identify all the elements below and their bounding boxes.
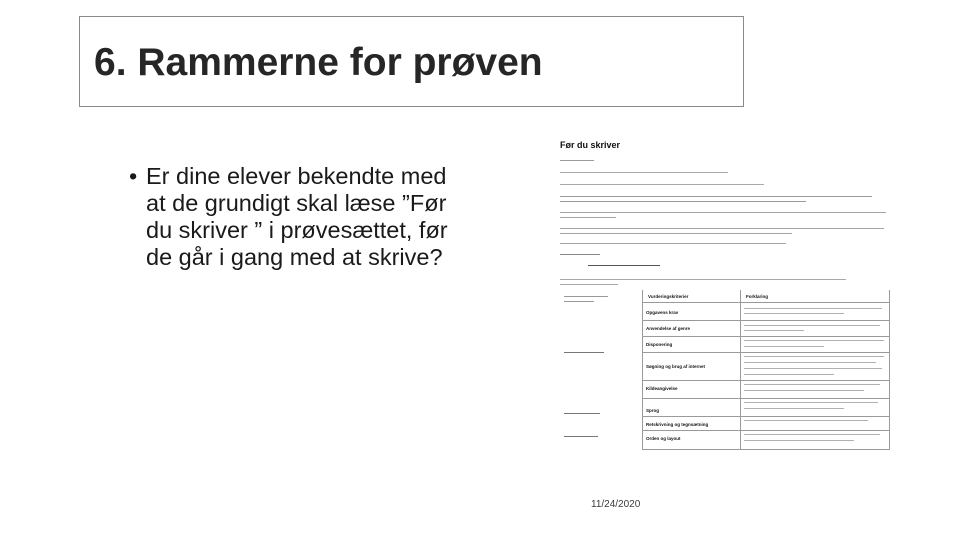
bullet-dot-icon: • bbox=[129, 163, 138, 189]
doc-text-line bbox=[744, 330, 804, 331]
doc-text-line bbox=[560, 243, 786, 244]
doc-text-line bbox=[564, 301, 594, 302]
table-rule bbox=[642, 352, 890, 353]
table-row-criterion: Sprog bbox=[646, 408, 659, 413]
doc-text-line bbox=[560, 254, 600, 255]
table-rule bbox=[740, 290, 741, 450]
table-row-criterion: Anvendelse af genre bbox=[646, 326, 691, 331]
table-row-criterion: Opgavens krav bbox=[646, 310, 679, 315]
table-header: Vurderingskriterier bbox=[648, 294, 689, 299]
table-rule bbox=[889, 290, 890, 450]
table-rule bbox=[642, 290, 643, 450]
table-row-criterion: Søgning og brug af internet bbox=[646, 364, 705, 369]
table-rule bbox=[642, 380, 890, 381]
slide-date: 11/24/2020 bbox=[591, 499, 641, 510]
doc-text-line bbox=[560, 228, 884, 229]
table-rule bbox=[642, 336, 890, 337]
doc-text-line bbox=[744, 308, 882, 309]
doc-text-line bbox=[744, 374, 834, 375]
doc-text-line bbox=[564, 436, 598, 437]
doc-text-line bbox=[560, 233, 792, 234]
doc-text-line bbox=[744, 408, 844, 409]
doc-text-line bbox=[744, 434, 880, 435]
doc-text-line bbox=[744, 356, 884, 357]
table-rule bbox=[642, 398, 890, 399]
table-rule bbox=[642, 430, 890, 431]
doc-text-line bbox=[744, 384, 880, 385]
table-row-criterion: Orden og layout bbox=[646, 436, 681, 441]
doc-text-line bbox=[560, 196, 872, 197]
doc-text-line bbox=[560, 172, 728, 173]
table-rule bbox=[642, 302, 890, 303]
doc-text-line bbox=[744, 420, 868, 421]
bullet-item bbox=[124, 163, 454, 271]
doc-text-line bbox=[560, 184, 764, 185]
table-rule bbox=[642, 449, 890, 450]
table-rule bbox=[642, 416, 890, 417]
slide-title: 6. Rammerne for prøven bbox=[94, 41, 543, 84]
bullet-list bbox=[124, 163, 454, 271]
doc-text-line bbox=[744, 340, 884, 341]
doc-text-line bbox=[560, 201, 806, 202]
doc-text-line bbox=[744, 368, 882, 369]
doc-text-line bbox=[564, 352, 604, 353]
doc-text-line bbox=[588, 265, 660, 266]
doc-text-line bbox=[560, 279, 846, 280]
doc-text-line bbox=[560, 217, 616, 218]
title-box bbox=[79, 16, 744, 107]
document-screenshot bbox=[558, 138, 894, 454]
doc-text-line bbox=[744, 346, 824, 347]
table-row-criterion: Disponering bbox=[646, 342, 673, 347]
doc-text-line bbox=[744, 390, 864, 391]
rubric-table bbox=[560, 290, 890, 450]
doc-text-line bbox=[744, 313, 844, 314]
table-rule bbox=[642, 320, 890, 321]
doc-text-line bbox=[560, 212, 886, 213]
doc-text-line bbox=[564, 413, 600, 414]
table-header: Forklaring bbox=[746, 294, 769, 299]
table-row-criterion: Kildeangivelse bbox=[646, 386, 678, 391]
doc-heading: Før du skriver bbox=[560, 140, 621, 150]
bullet-text: Er dine elever bekendte med at de grundigt skal læse ”Før du skriver ” i prøvesættet, før de går i gang med at skrive? bbox=[146, 163, 448, 270]
doc-text-line bbox=[744, 402, 878, 403]
doc-text-line bbox=[744, 362, 876, 363]
doc-section-title bbox=[560, 264, 562, 271]
doc-text-line bbox=[744, 440, 854, 441]
doc-text-line bbox=[560, 284, 618, 285]
doc-text-line bbox=[744, 325, 880, 326]
table-row-criterion: Retskrivning og tegnsætning bbox=[646, 422, 709, 427]
doc-text-line bbox=[560, 160, 594, 161]
doc-text-line bbox=[564, 296, 608, 297]
